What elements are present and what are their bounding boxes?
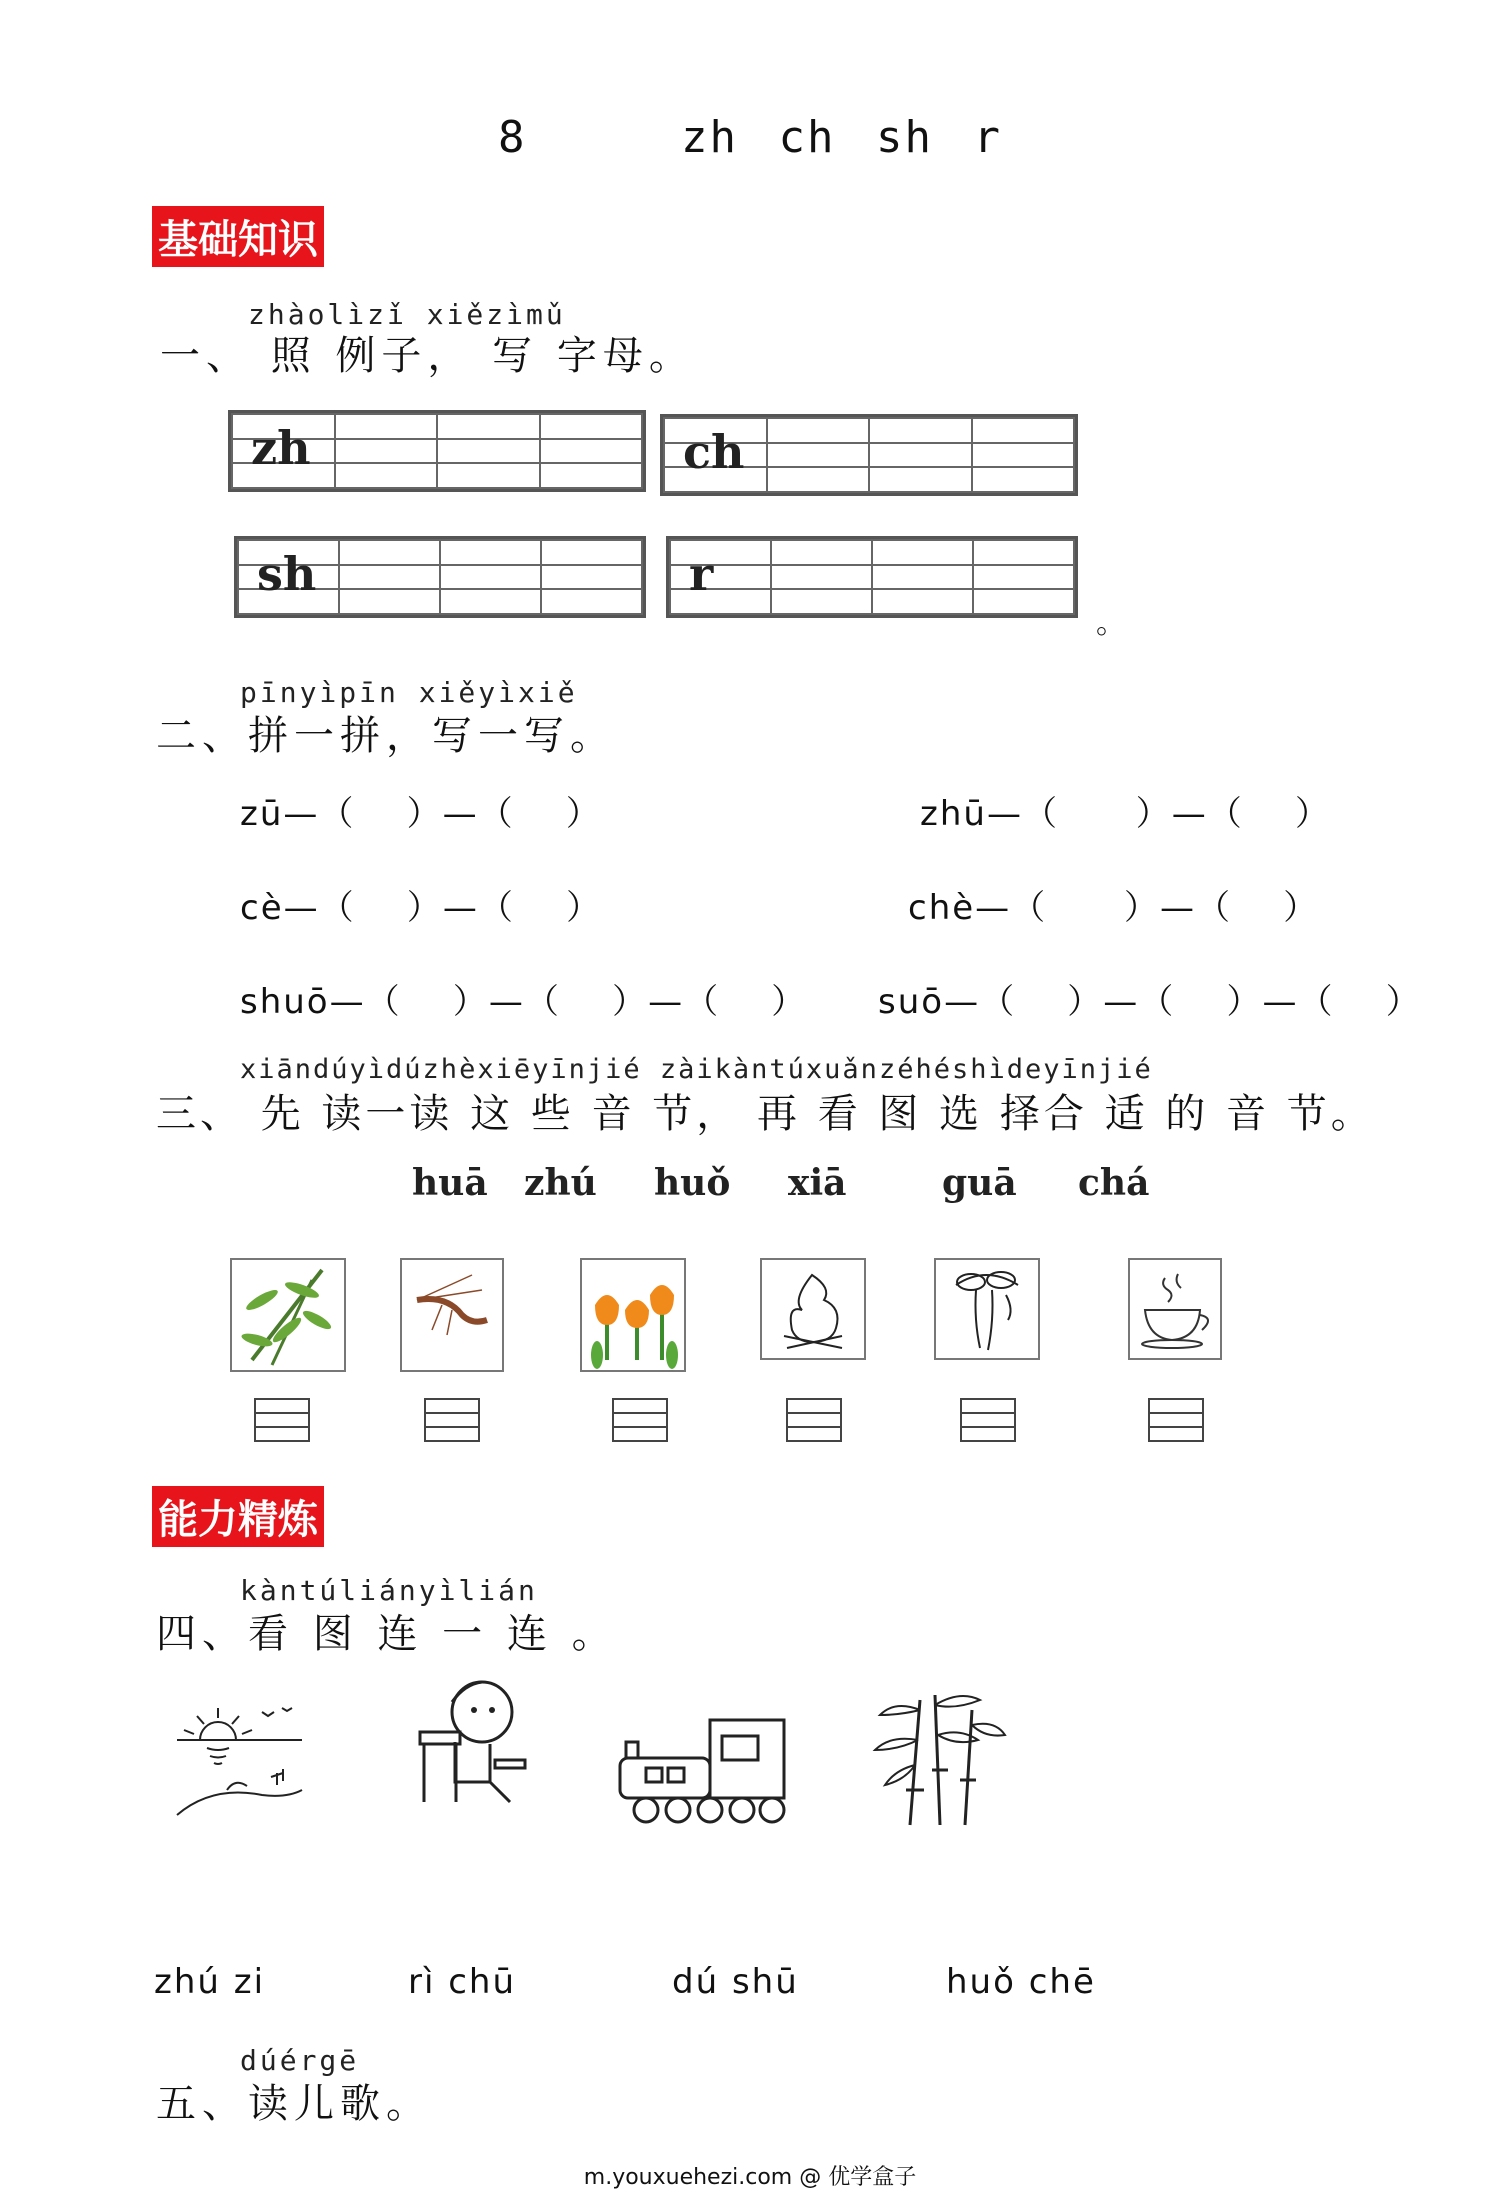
q2-row-left[interactable]: zū—（ ）—（ ）: [240, 794, 602, 834]
answer-box[interactable]: [612, 1398, 668, 1442]
q1-end-mark: 。: [1096, 606, 1126, 641]
melon-vine-picture: [934, 1258, 1040, 1360]
title-letter: ch: [778, 112, 836, 163]
q2-text: 二、拼一拼，写一写。: [156, 713, 616, 759]
tea-cup-picture: [1128, 1258, 1222, 1360]
answer-box[interactable]: [786, 1398, 842, 1442]
q2-row-right[interactable]: zhū—（ ）—（ ）: [920, 794, 1332, 834]
answer-box[interactable]: [1148, 1398, 1204, 1442]
answer-box[interactable]: [424, 1398, 480, 1442]
shrimp-picture: [400, 1258, 504, 1372]
syllable-option: xiā: [788, 1162, 847, 1204]
writing-grid-zh[interactable]: [228, 410, 646, 492]
sunrise-picture[interactable]: [172, 1690, 312, 1820]
title-letter: zh: [681, 112, 738, 163]
bamboo-grove-picture[interactable]: [860, 1680, 1010, 1830]
fire-picture: [760, 1258, 866, 1360]
answer-box[interactable]: [254, 1398, 310, 1442]
grid-example-letter: zh: [251, 421, 311, 475]
syllable-option: zhú: [524, 1162, 597, 1204]
syllable-option: chá: [1078, 1162, 1150, 1204]
match-word[interactable]: huǒ chē: [946, 1962, 1096, 2002]
match-word[interactable]: rì chū: [408, 1962, 517, 2002]
q4-text: 四、看 图 连 一 连 。: [156, 1611, 618, 1657]
q2-pinyin: pīnyìpīn xiěyìxiě: [240, 676, 578, 709]
grid-example-letter: sh: [257, 547, 317, 601]
q2-row-left[interactable]: shuō—（ ）—（ ）—（ ）: [240, 982, 808, 1022]
section-basic-knowledge-badge: 基础知识: [152, 206, 324, 267]
title-letter: r: [973, 112, 1002, 163]
title-letter: sh: [875, 112, 933, 163]
q2-row-left[interactable]: cè—（ ）—（ ）: [240, 888, 603, 928]
lesson-number: 8: [498, 112, 527, 163]
q2-row-right[interactable]: chè—（ ）—（ ）: [908, 888, 1320, 928]
q4-pinyin: kàntúliányìlián: [240, 1574, 538, 1607]
syllable-option: huǒ: [654, 1162, 731, 1204]
match-word[interactable]: zhú zi: [154, 1962, 266, 2002]
writing-grid-ch[interactable]: [660, 414, 1078, 496]
child-reading-picture[interactable]: [410, 1672, 534, 1812]
flower-picture: [580, 1258, 686, 1372]
section-ability-badge: 能力精炼: [152, 1486, 324, 1547]
match-word[interactable]: dú shū: [672, 1962, 799, 2002]
grid-example-letter: ch: [683, 425, 745, 479]
q1-text: 一、 照 例子， 写 字母。: [160, 333, 695, 379]
footer-watermark: m.youxuehezi.com @ 优学盒子: [583, 2165, 917, 2190]
syllable-option: huā: [412, 1162, 488, 1204]
q3-pinyin: xiāndúyìdúzhèxiēyīnjié zàikàntúxuǎnzéhéshìdeyīnjié: [240, 1054, 1153, 1085]
page-title: [0, 112, 1500, 163]
writing-grid-r[interactable]: [666, 536, 1078, 618]
q3-text: 三、 先 读一读 这 些 音 节， 再 看 图 选 择合 适 的 音 节。: [156, 1091, 1375, 1137]
q5-pinyin: dúérgē: [240, 2044, 360, 2077]
bamboo-picture: [230, 1258, 346, 1372]
q2-row-right[interactable]: suō—（ ）—（ ）—（ ）: [878, 982, 1422, 1022]
q5-text: 五、读儿歌。: [156, 2081, 432, 2127]
writing-grid-sh[interactable]: [234, 536, 646, 618]
answer-box[interactable]: [960, 1398, 1016, 1442]
q1-pinyin: zhàolìzǐ xiězìmǔ: [248, 298, 566, 331]
grid-example-letter: r: [689, 547, 714, 601]
train-picture[interactable]: [616, 1708, 796, 1830]
syllable-option: guā: [942, 1162, 1017, 1204]
